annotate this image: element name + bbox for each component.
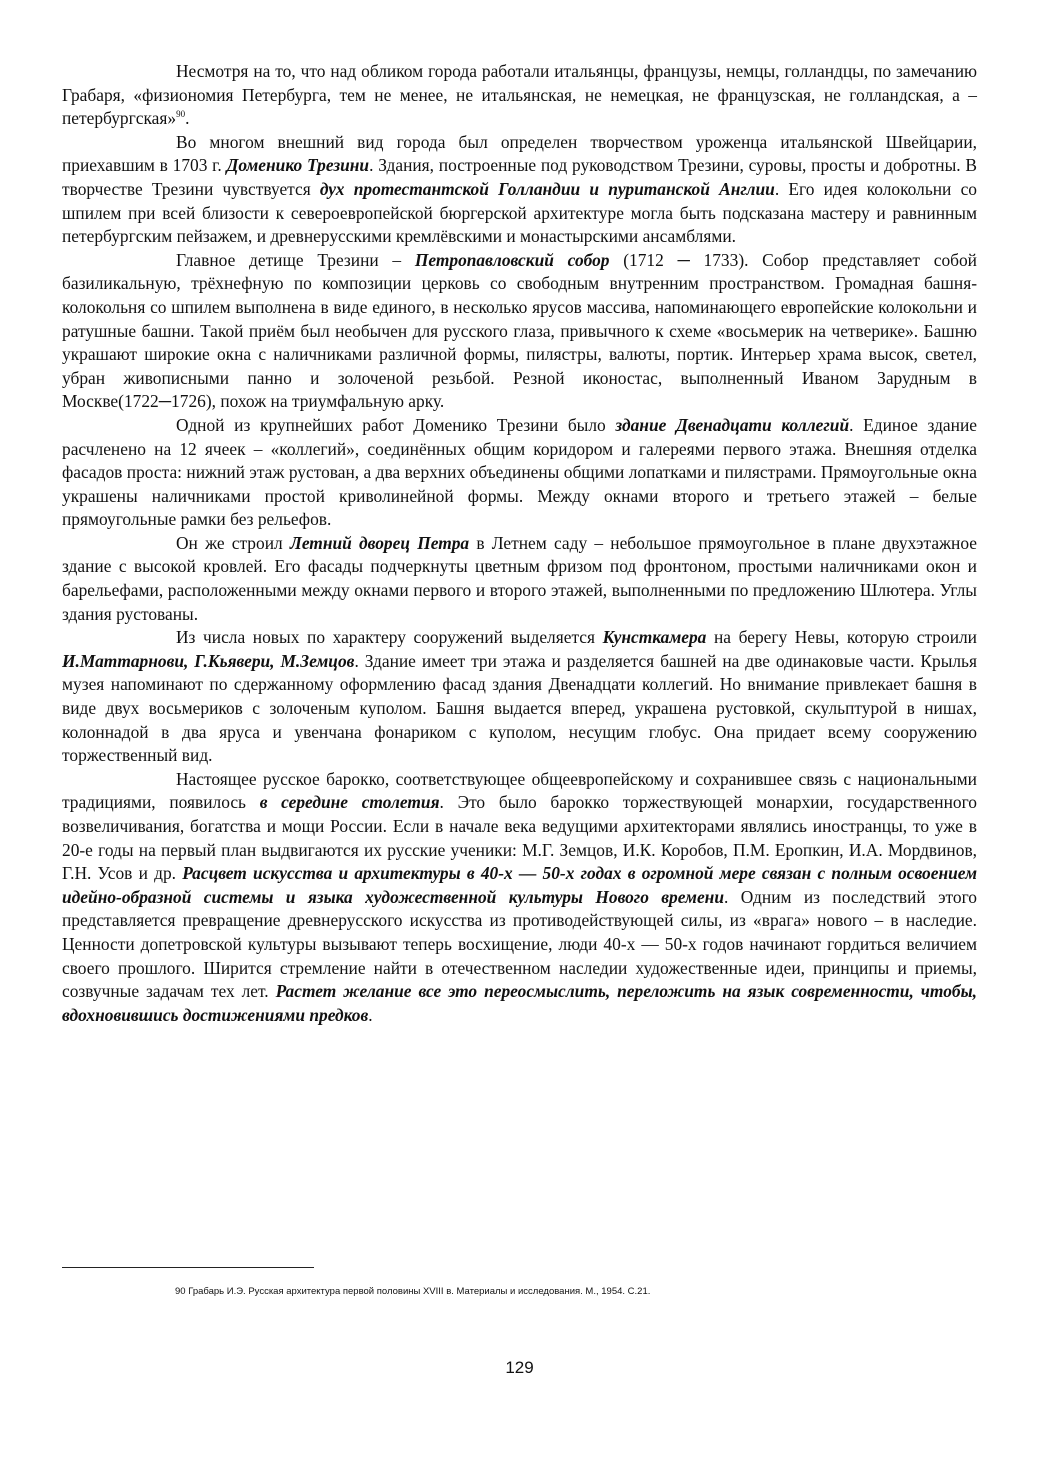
text-run: . [368, 1004, 373, 1025]
text-run: . Здание имеет три этажа и разделяется башней на две одинаковые части. Крылья музея напоминают по сдержанному оформлению фасад здания Двенадцати коллегий. Но внимание привлекает башня в виде двух восьмериков с золоченым куполом. Башня выдается вперед, украшена рустовкой, скульптурой в нишах, колоннадой в два яруса и увенчана фонариком с куполом, несущим глобус. Она придает всему сооружению торжественный вид. [62, 650, 977, 766]
body-text [62, 60, 977, 1027]
emphasized-text: Летний дворец Петра [289, 532, 470, 553]
emphasized-text: в середине столетия [259, 792, 440, 813]
text-run: на берегу Невы, которую строили [706, 627, 977, 648]
text-run: . Здания, построенные под руководством Трезини, суровы, просты и добротны. В творчестве Трезини чувствуется [62, 155, 977, 199]
text-run: Во многом внешний вид города был определен творчеством уроженца итальянской Швейцарии, приехавшим в 1703 г. [62, 131, 977, 176]
emphasized-text: Петропавловский собор [414, 249, 610, 270]
paragraph [62, 131, 977, 249]
footnote-reference: 90 [176, 109, 186, 120]
text-run: Несмотря на то, что над обликом города работали итальянцы, французы, немцы, голландцы, по замечанию Грабаря, «физиономия Петербурга, тем не менее, не итальянская, не немецкая, не французская, не голландская, а – петербургская» [62, 61, 977, 129]
paragraph [62, 532, 977, 626]
text-run: Из числа новых по характеру сооружений выделяется [176, 627, 603, 648]
paragraph [62, 414, 977, 532]
emphasized-text: И.Маттарнови, Г.Кьявери, М.Земцов [62, 650, 355, 671]
text-run: . Его идея колокольни со шпилем при всей близости к североевропейской бюргерской архитектуре могла быть подсказана мастеру и равнинным петербургским пейзажем, и древнерусскими кремлёвскими и монастырскими ансамблями. [62, 178, 977, 247]
text-run: Главное детище Трезини – [176, 249, 415, 270]
emphasized-text: Расцвет искусства и архитектуры в 40-х — 50-х годах в огромной мере связан с полным освоением идейно-образной системы и языка художественной культуры Нового времени [62, 863, 977, 907]
page-number: 129 [505, 1358, 534, 1377]
text-run: . Это было барокко торжествующей монархии, государственного возвеличивания, богатства и мощи России. Если в начале века ведущими архитекторами являлись иностранцы, то уже в 20-е годы на первый план выдвигаются их русские ученики: М.Г. Земцов, И.К. Коробов, П.М. Еропкин, И.А. Мордвинов, Г.Н. Усов и др. [62, 792, 977, 884]
paragraph [62, 768, 977, 1028]
paragraph [62, 626, 977, 768]
footnote-separator [62, 1267, 314, 1268]
emphasized-text: дух протестантской Голландии и пуританской Англии [319, 178, 775, 199]
emphasized-text: Доменико Трезини [226, 155, 370, 176]
emphasized-text: здание Двенадцати коллегий [615, 414, 850, 435]
emphasized-text: Растет желание все это переосмыслить, переложить на язык современности, чтобы, вдохновившись достижениями предков [62, 981, 977, 1025]
paragraph [62, 60, 977, 131]
text-run: Одной из крупнейших работ Доменико Трезини было [176, 414, 616, 435]
text-run: (1712 ─ 1733). Собор представляет собой базиликальную, трёхнефную по композиции церковь со свободным внутренним пространством. Громадная башня-колокольня со шпилем выполнена в виде единого, в несколько ярусов массива, напоминающего европейские колокольни и ратушные башни. Такой приём был необычен для русского глаза, привычного к схеме «восьмерик на четверике». Башню украшают широкие окна с наличниками различной формы, пилястры, валюты, портик. Интерьер храма высок, светел, убран живописными панно и золоченой резьбой. Резной иконостас, выполненный Иваном Зарудным в Москве(1722─1726), похож на триумфальную арку. [62, 249, 977, 412]
text-run: . Одним из последствий этого представляется превращение древнерусского искусства из противодействующей силы, из «врага» нового – в наследие. Ценности допетровской культуры вызывают теперь восхищение, люди 40-х — 50-х годов начинают гордиться величием своего прошлого. Ширится стремление найти в отечественном наследии художественные идеи, принципы и приемы, созвучные задачам тех лет. [62, 886, 978, 1002]
text-run: . Единое здание расчленено на 12 ячеек – «коллегий», соединённых общим коридором и галереями первого этажа. Внешняя отделка фасадов проста: нижний этаж рустован, а два верхних объединены общими лопатками и пилястрами. Прямоугольные окна украшены наличниками простой криволинейной формы. Между окнами второго и третьего этажей – белые прямоугольные рамки без рельефов. [62, 414, 977, 530]
footnote: 90 Грабарь И.Э. Русская архитектура первой половины XVIII в. Материалы и исследования. М., 1954. С.21. [175, 1286, 651, 1297]
text-run: Он же строил [176, 532, 290, 553]
text-run: Настоящее русское барокко, соответствующее общеевропейскому и сохранившее связь с национальными традициями, появилось [62, 768, 977, 813]
emphasized-text: Кунсткамера [602, 627, 707, 648]
paragraph [62, 249, 977, 414]
text-run: . [185, 108, 190, 129]
text-run: в Летнем саду – небольшое прямоугольное в плане двухэтажное здание с высокой кровлей. Его фасады подчеркнуты цветным фризом под фронтоном, простыми наличниками окон и барельефами, расположенными между окнами первого и второго этажей, выполненными по предложению Шлютера. Углы здания рустованы. [62, 532, 977, 624]
